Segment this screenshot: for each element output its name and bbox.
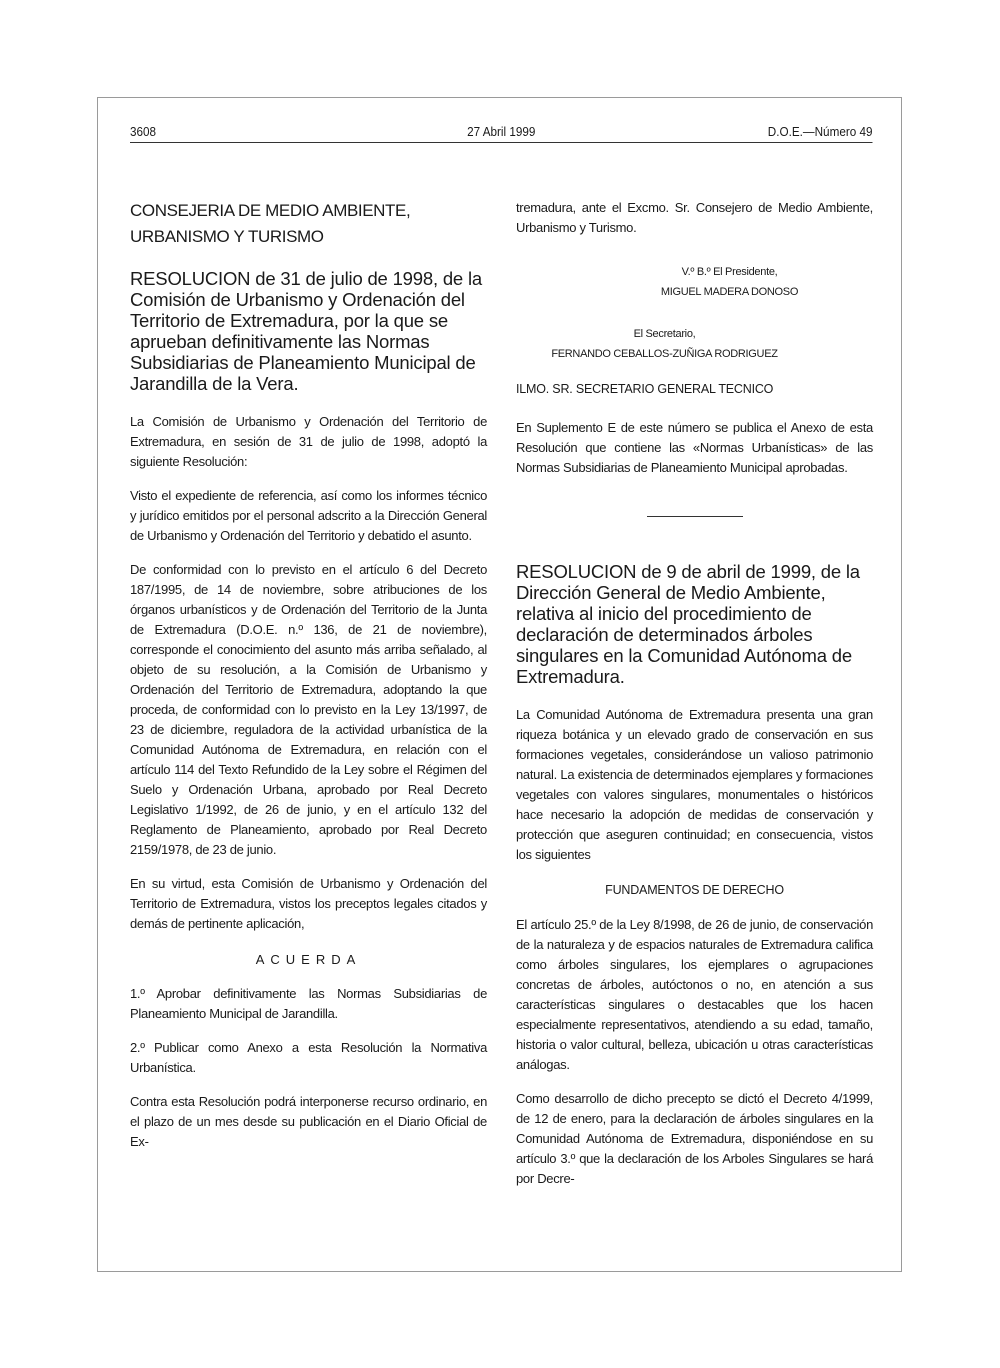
resolution-title-2-date: RESOLUCION de 9 de abril de 1999, [516,561,816,582]
resolution-title-2-text: de la Dirección General de Medio Ambiente, relativa al inicio del procedimiento de declaración de determinados árboles singulares en la Comunidad Autónoma de Extremadura. [516,561,860,687]
department-line-2: URBANISMO Y TURISMO [130,227,324,246]
resolution-title-1-date: RESOLUCION de 31 de julio de 1998, [130,268,438,289]
resolution-title-2 [516,561,873,687]
signature-secretary-name: FERNANDO CEBALLOS-ZUÑIGA RODRIGUEZ [551,348,778,360]
document-page [97,97,902,1272]
signature-president-title: V.º B.º El Presidente, [681,266,778,278]
left-column [130,198,487,1166]
issue-date: 27 Abril 1999 [467,124,536,139]
paragraph-riqueza: La Comunidad Autónoma de Extremadura presenta una gran riqueza botánica y un elevado grado de conservación en sus formaciones vegetales, considerándose un valioso patrimonio natural. La existencia de determinados ejemplares y formaciones vegetales con valores singulares, monumentales o históricos hace necesario la adopción de medidas de conservación y protección que aseguren continuidad; en consecuencia, vistos los siguientes [516,707,873,862]
paragraph-continuation: tremadura, ante el Excmo. Sr. Consejero de Medio Ambiente, Urbanismo y Turismo. [516,200,873,235]
paragraph-virtud: En su virtud, esta Comisión de Urbanismo y Ordenación del Territorio de Extremadura, vistos los preceptos legales citados y demás de pertinente aplicación, [130,876,487,931]
department-heading [130,198,487,250]
paragraph-visto: Visto el expediente de referencia, así como los informes técnico y jurídico emitidos por el personal adscrito a la Dirección General de Urbanismo y Ordenación del Territorio y debatido el asunto. [130,488,487,543]
running-header [130,122,873,143]
page-number: 3608 [130,124,157,139]
paragraph-decreto: Como desarrollo de dicho precepto se dictó el Decreto 4/1999, de 12 de enero, para la declaración de árboles singulares en la Comunidad Autónoma de Extremadura, disponiéndose en su artículo 3.º que la declaración de los Arboles Singulares se hará por Decre- [516,1091,873,1186]
paragraph-conformidad: De conformidad con lo previsto en el artículo 6 del Decreto 187/1995, de 14 de noviembre, sobre atribuciones de los órganos urbanísticos y de Ordenación del Territorio de la Junta de Extremadura (D.O.E. n.º 136, de 21 de noviembre), corresponde el conocimiento del asunto más arriba señalado, al objeto de su resolución, a la Comisión de Urbanismo y Ordenación del Territorio de Extremadura, adoptando la que proceda, de conformidad con lo previsto en la Ley 13/1997, de 23 de diciembre, reguladora de la actividad urbanística de la Comunidad Autónoma de Extremadura, en relación con el artículo 114 del Texto Refundido de la Ley sobre el Régimen del Suelo y Ordenación Urbana, aprobado por Real Decreto Legislativo 1/1992, de 26 de junio, y en el artículo 132 del Reglamento de Planeamiento, aprobado por Real Decreto 2159/1978, de 23 de junio. [130,562,487,857]
paragraph-suplemento: En Suplemento E de este número se publica el Anexo de esta Resolución que contiene las «Normas Urbanísticas» de las Normas Subsidiarias de Planeamiento Municipal aprobadas. [516,420,873,475]
signature-president [586,262,873,302]
signature-president-name: MIGUEL MADERA DONOSO [660,286,799,298]
fundamentos-heading: FUNDAMENTOS DE DERECHO [605,883,784,897]
resolution-title-1 [130,268,487,394]
issue-number: D.O.E.—Número 49 [767,124,873,139]
signature-secretary [456,324,873,364]
signature-secretary-title: El Secretario, [633,328,696,340]
right-column [516,198,873,1203]
paragraph-acuerdo-2: 2.º Publicar como Anexo a esta Resolución la Normativa Urbanística. [130,1040,487,1075]
paragraph-intro: La Comisión de Urbanismo y Ordenación del Territorio de Extremadura, en sesión de 31 de julio de 1998, adoptó la siguiente Resolución: [130,414,487,469]
addressee: ILMO. SR. SECRETARIO GENERAL TECNICO [516,382,774,396]
paragraph-articulo-25: El artículo 25.º de la Ley 8/1998, de 26 de junio, de conservación de la naturaleza y de espacios naturales de Extremadura califica como árboles singulares, los ejemplares o agrupaciones concretas de árboles, autóctonos o no, en atención a sus características singulares o destacables que los hacen especialmente representativos, atendiendo a su edad, tamaño, historia o valor cultural, belleza, ubicación u otras características análogas. [516,917,873,1072]
department-line-1: CONSEJERIA DE MEDIO AMBIENTE, [130,201,411,220]
resolution-title-1-text: de la Comisión de Urbanismo y Ordenación del Territorio de Extremadura, por la que se aprueban definitivamente las Normas Subsidiarias de Planeamiento Municipal de Jarandilla de la Vera. [130,268,482,394]
acuerda-heading: ACUERDA [255,952,362,967]
paragraph-recurso: Contra esta Resolución podrá interponerse recurso ordinario, en el plazo de un mes desde su publicación en el Diario Oficial de Ex- [130,1094,487,1149]
paragraph-acuerdo-1: 1.º Aprobar definitivamente las Normas Subsidiarias de Planeamiento Municipal de Jarandilla. [130,986,487,1021]
section-divider [647,516,743,517]
